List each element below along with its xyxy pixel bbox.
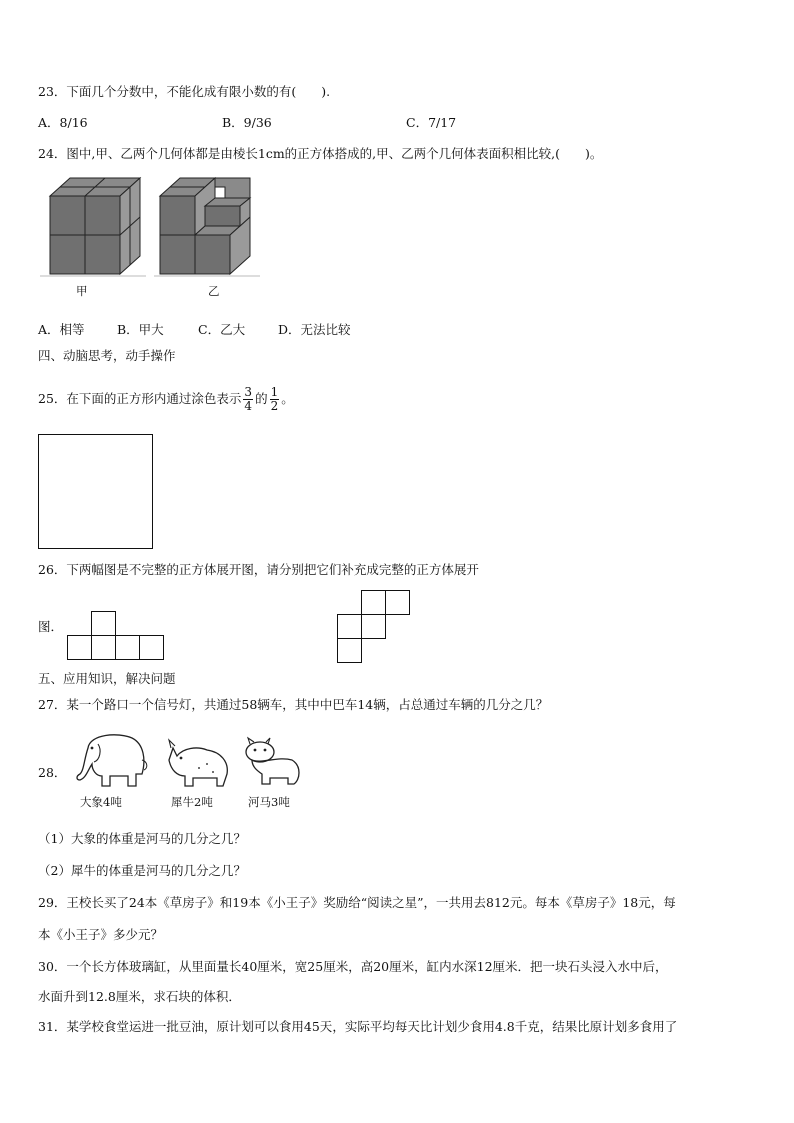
fraction-1-denominator: 4 xyxy=(244,399,253,413)
q28-sub2: （2）犀牛的体重是河马的几分之几？ xyxy=(38,863,246,878)
q29-line2: 本《小王子》多少元？ xyxy=(38,927,164,942)
q23-option-b: B．9/36 xyxy=(222,115,272,130)
q25-mid: 的 xyxy=(255,391,268,406)
fraction-2-numerator: 1 xyxy=(270,385,279,399)
q23-option-a: A．8/16 xyxy=(38,115,88,130)
q28-number: 28． xyxy=(38,765,67,780)
label-jia: 甲 xyxy=(76,284,88,298)
q30-line1: 30．一个长方体玻璃缸，从里面量长40厘米，宽25厘米，高20厘米，缸内水深12厘米．把一块石头浸入水中后， xyxy=(38,959,668,974)
fraction-one-half xyxy=(270,386,280,413)
q24-option-b: B．甲大 xyxy=(117,322,164,337)
q25-suffix: 。 xyxy=(281,391,294,406)
q30-line2: 水面升到12.8厘米，求石块的体积． xyxy=(38,989,241,1004)
figure-yi xyxy=(152,176,262,296)
q24-option-d: D．无法比较 xyxy=(278,322,351,337)
q26-text-cont: 图． xyxy=(38,619,64,634)
fraction-three-quarters xyxy=(243,386,253,413)
rhino-label: 犀牛2吨 xyxy=(171,795,213,809)
q23-option-c: C．7/17 xyxy=(406,115,457,130)
q24-option-c: C．乙大 xyxy=(198,322,246,337)
q24-option-a: A．相等 xyxy=(38,322,85,337)
q25-prefix: 25．在下面的正方形内通过涂色表示 xyxy=(38,391,242,406)
cube-net-left[interactable] xyxy=(67,611,167,661)
q28-sub1: （1）大象的体重是河马的几分之几？ xyxy=(38,831,246,846)
section-5-heading: 五、应用知识，解决问题 xyxy=(38,671,176,686)
label-yi: 乙 xyxy=(208,284,220,298)
hippo-icon xyxy=(238,736,304,796)
hippo-label: 河马3吨 xyxy=(248,795,290,809)
q31-text: 31．某学校食堂运进一批豆油，原计划可以食用45天，实际平均每天比计划少食用4.8千克，结果比原计划多食用了 xyxy=(38,1019,678,1034)
rhino-icon xyxy=(163,736,233,796)
q26-text: 26．下两幅图是不完整的正方体展开图，请分别把它们补充成完整的正方体展开 xyxy=(38,562,479,577)
elephant-icon xyxy=(70,730,150,790)
q24-text: 24．图中,甲、乙两个几何体都是由棱长1cm的正方体搭成的,甲、乙两个几何体表面积相比较,( )。 xyxy=(38,146,603,161)
q23-text: 23．下面几个分数中，不能化成有限小数的有( ). xyxy=(38,84,331,99)
fraction-1-numerator: 3 xyxy=(244,385,253,399)
figure-jia xyxy=(38,176,148,296)
q25-square[interactable] xyxy=(38,434,154,550)
q25-text xyxy=(38,384,294,414)
q27-text: 27．某一个路口一个信号灯，共通过58辆车，其中中巴车14辆，占总通过车辆的几分之几？ xyxy=(38,697,549,712)
q29-line1: 29．王校长买了24本《草房子》和19本《小王子》奖励给“阅读之星”，一共用去812元。每本《草房子》18元，每 xyxy=(38,895,676,910)
fraction-2-denominator: 2 xyxy=(270,399,279,413)
cube-net-right[interactable] xyxy=(337,590,412,665)
elephant-label: 大象4吨 xyxy=(80,795,122,809)
section-4-heading: 四、动脑思考，动手操作 xyxy=(38,348,176,363)
